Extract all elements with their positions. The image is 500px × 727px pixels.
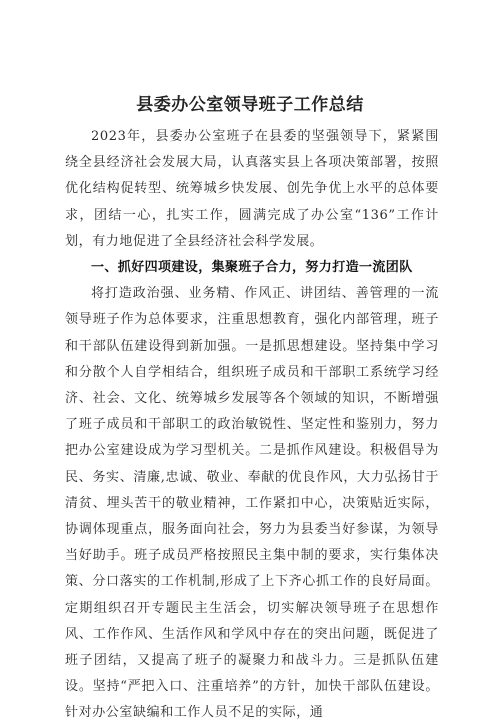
section-1-paragraph: 将打造政治强、业务精、作风正、讲团结、善管理的一流领导班子作为总体要求，注重思想教育，强化内部管理，班子和干部队伍建设得到新加强。一是抓思想建设。坚持集中学习和分散个人自学相结合，组织班子成员和干部职工系统学习经济、社会、文化、统筹城乡发展等各个领域的知识，不断增强了班子成员和干部职工的政治敏锐性、坚定性和鉴别力，努力把办公室建设成为学习型机关。二是抓作风建设。积极倡导为民、务实、清廉,忠诚、敬业、奉献的优良作风，大力弘扬甘于清贫、埋头苦干的敬业精神，工作紧扣中心，决策贴近实际，协调体现重点，服务面向社会，努力为县委当好参谋，为领导当好助手。班子成员严格按照民主集中制的要求，实行集体决策、分口落实的工作机制,形成了上下齐心抓工作的良好局面。定期组织召开专题民主生活会，切实解决领导班子在思想作风、工作作风、生活作风和学风中存在的突出问题，既促进了班子团结，又提高了班子的凝聚力和战斗力。三是抓队伍建设。坚持“严把入口、注重培养”的方针，加快干部队伍建设。针对办公室缺编和工作人员不足的实际，通	[65, 286, 439, 721]
document-title: 县委办公室领导班子工作总结	[136, 95, 364, 115]
intro-paragraph: 2023年，县委办公室班子在县委的坚强领导下，紧紧围绕全县经济社会发展大局，认真落实县上各项决策部署，按照优化结构促转型、统筹城乡快发展、创先争优上水平的总体要求，团结一心，扎实工作，圆满完成了办公室“136”工作计划，有力地促进了全县经济社会科学发展。	[65, 129, 439, 249]
section-heading-1: 一、抓好四项建设，集聚班子合力，努力打造一流团队	[91, 260, 413, 276]
document-body	[65, 124, 439, 727]
